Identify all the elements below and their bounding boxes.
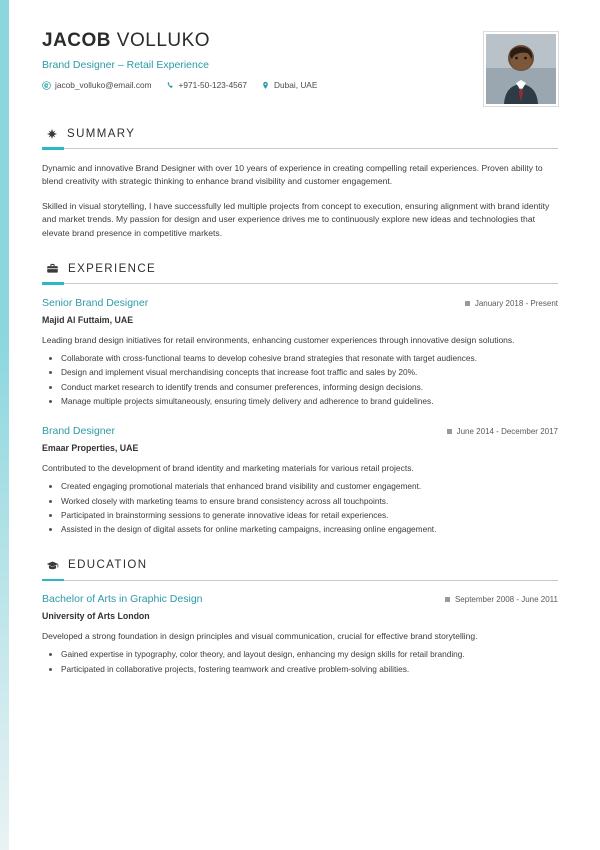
location-icon [261,81,270,90]
list-item: • Collaborate with cross-functional teams to develop cohesive brand strategies that resonate with target audiences. [61,352,558,365]
summary-divider [42,147,558,150]
section-education [42,559,558,676]
contact-location-text: Dubai, UAE [274,80,318,90]
avatar [484,32,558,106]
calendar-icon [465,301,470,306]
summary-paragraph-1: Dynamic and innovative Brand Designer with over 10 years of experience in creating compelling retail experiences. Proven ability to blend creativity with strategic thinking to enhance brand visibility and customer engagement. [42,162,543,187]
header-text-block [42,30,317,90]
education-entry [42,593,558,676]
education-title: EDUCATION [68,559,148,572]
contact-email-text: jacob_volluko@email.com [55,80,152,90]
experience-header [42,262,558,275]
summary-header [42,128,558,140]
list-item: • Manage multiple projects simultaneously, ensuring timely delivery and adherence to brand guidelines. [61,395,558,408]
summary-paragraph-2: Skilled in visual storytelling, I have successfully led multiple projects from concept to execution, ensuring alignment with brand identity and market trends. My passion for design and user experience drives me to continuously explore new ideas and technologies that elevate brand presence in competitive markets. [42,200,550,238]
education-header [42,559,558,572]
email-icon [42,81,51,90]
experience-title: EXPERIENCE [68,262,157,275]
entry-date [465,299,558,308]
entry-title: Senior Brand Designer [42,296,149,309]
list-item: • Worked closely with marketing teams to ensure brand consistency across all touchpoints. [61,495,558,508]
first-name: JACOB [42,30,112,51]
entry-date-text: January 2018 - Present [474,298,558,308]
contact-location[interactable] [261,80,317,90]
job-role: Brand Designer – Retail Experience [42,59,209,71]
calendar-icon [445,597,450,602]
phone-icon [166,81,175,90]
section-summary [42,128,558,240]
list-item: • Assisted in the design of digital assets for online marketing campaigns, increasing online engagement. [61,523,558,536]
entry-bullet-list [42,648,558,676]
entry-date [445,595,558,604]
list-item: • Conduct market research to identify trends and consumer preferences, informing design decisions. [61,381,558,394]
experience-entry [42,297,558,409]
page-title [42,30,317,52]
contact-phone-text: +971-50-123-4567 [178,80,248,90]
entry-organization: Majid Al Futtaim, UAE [42,314,134,325]
entry-date-text: June 2014 - December 2017 [456,427,558,437]
contact-list [42,80,317,90]
list-item: • Created engaging promotional materials that enhanced brand visibility and customer engagement. [61,480,558,493]
entry-bullet-list [42,480,558,537]
left-accent-bar [0,0,9,850]
list-item: • Participated in collaborative projects, fostering teamwork and creative problem-solving abilities. [61,663,558,676]
section-experience [42,262,558,537]
list-item: • Participated in brainstorming sessions to generate innovative ideas for retail experiences. [61,509,558,522]
contact-phone[interactable] [166,80,248,90]
summary-body [42,162,558,241]
briefcase-icon [46,262,59,275]
entry-title: Brand Designer [42,425,115,438]
entry-date [447,427,558,436]
entry-description: Contributed to the development of brand identity and marketing materials for various retail projects. [42,463,414,474]
entry-title: Bachelor of Arts in Graphic Design [42,593,203,606]
entry-description: Developed a strong foundation in design principles and visual communication, crucial for effective brand storytelling. [42,631,478,642]
entry-description: Leading brand design initiatives for retail environments, enhancing customer experiences through innovative design solutions. [42,334,515,345]
experience-entry [42,425,558,537]
last-name: VOLLUKO [116,30,211,51]
entry-organization: University of Arts London [42,611,150,622]
list-item: • Design and implement visual merchandising concepts that increase foot traffic and sales by 20%. [61,366,558,379]
entry-bullet-list [42,352,558,409]
experience-divider [42,282,558,285]
entry-date-text: September 2008 - June 2011 [454,595,558,605]
sparkle-icon [46,128,58,140]
list-item: • Gained expertise in typography, color theory, and layout design, enhancing my design skills for retail branding. [61,648,558,661]
experience-body [42,297,558,537]
summary-title: SUMMARY [67,128,136,140]
education-divider [42,579,558,582]
education-body [42,593,558,676]
contact-email[interactable] [42,80,152,90]
graduation-cap-icon [46,559,59,572]
entry-organization: Emaar Properties, UAE [42,443,139,454]
calendar-icon [447,429,452,434]
resume-header [42,0,558,106]
